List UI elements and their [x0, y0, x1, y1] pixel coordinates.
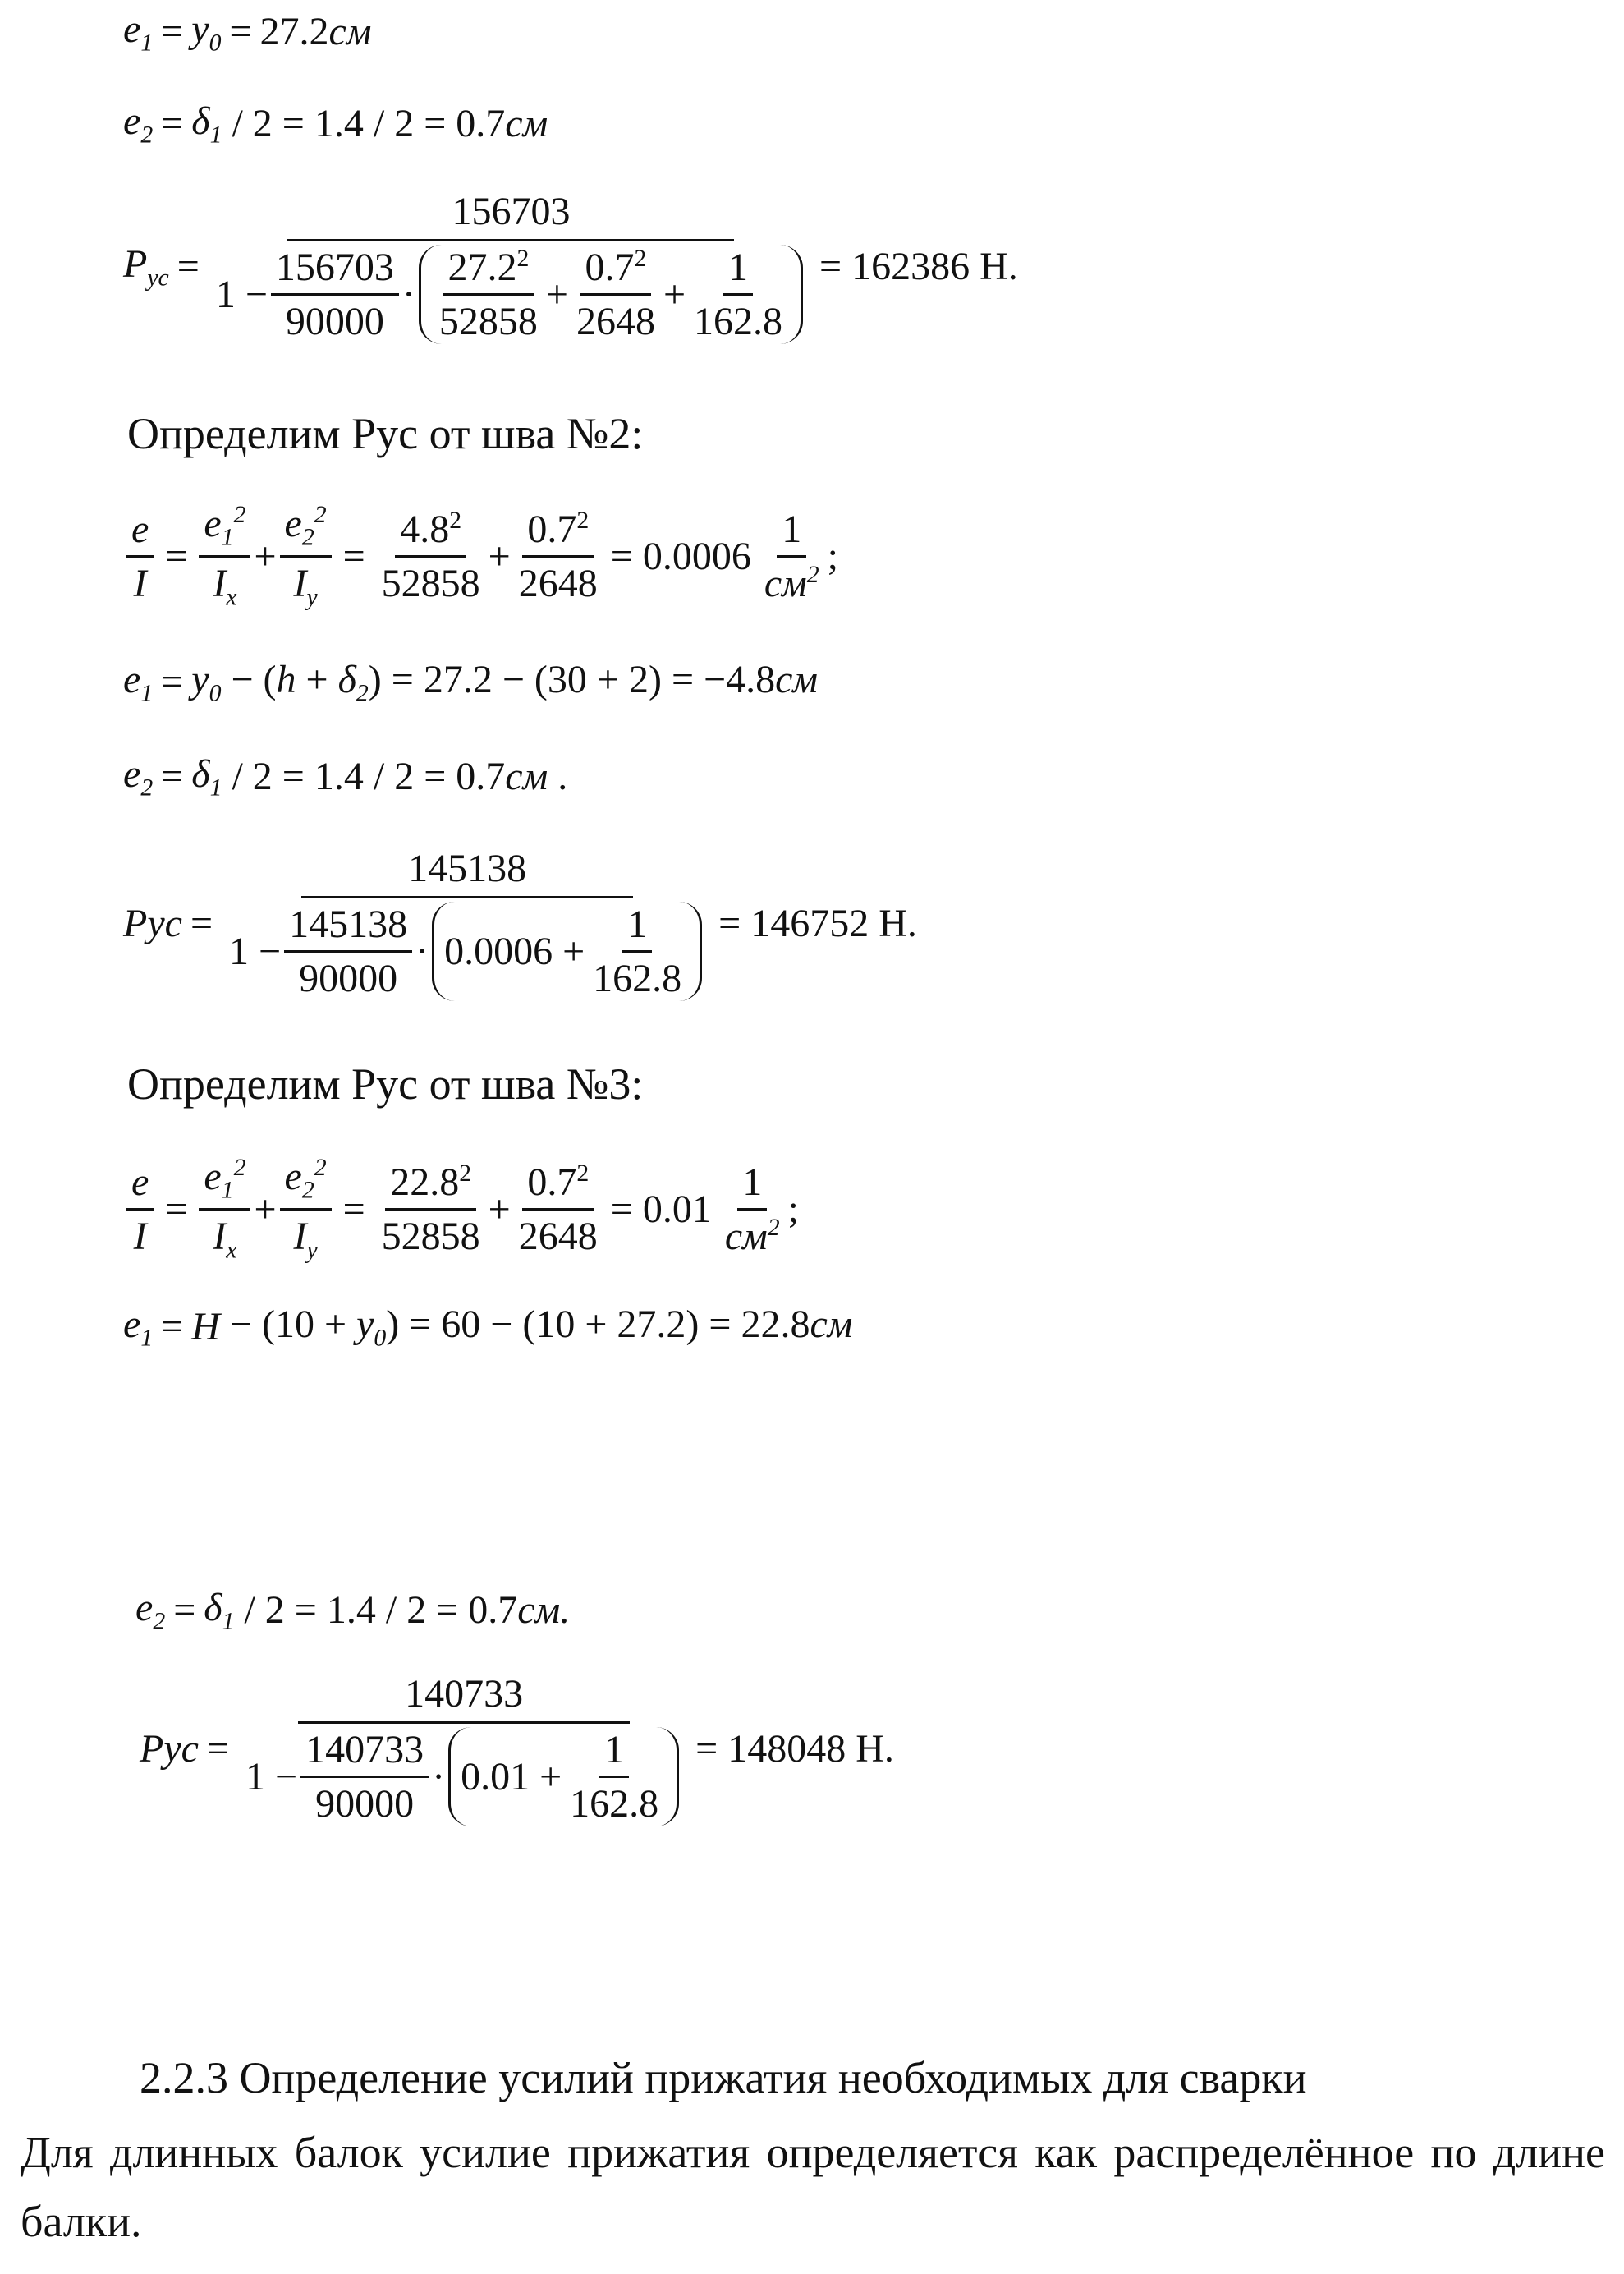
eq-p-seam1: $P_{ус}$ = 156703 1 − $\frac{156703}{90000}$ · $\frac{27.2^2}{52858}$ + $\frac{0.7^2}{2648}$ + $\frac{1}{162.8}$ = 162386 Н. — [123, 190, 1018, 343]
section-paragraph: Для длинных балок усилие прижатия определяется как распределённое по длине балки. — [21, 2128, 1605, 2246]
eq-e2-seam1: $e_2$ = $\delta_1$ / 2 = 1.4 / 2 = 0.7см — [123, 99, 548, 149]
heading-seam3: Определим Рус от шва №3: — [127, 1059, 644, 1109]
eq-p-seam3: Рус = 140733 1 − $\frac{140733}{90000}$ · 0.01 + $\frac{1}{162.8}$ = 148048 Н. — [140, 1672, 894, 1826]
p-fraction-seam3: 140733 1 − $\frac{140733}{90000}$ · 0.01 + $\frac{1}{162.8}$ — [241, 1671, 687, 1826]
eq-ratio-seam2: $\frac{e}{I}$ = $\frac{e_1^2}{I_x}$ + $\frac{e_2^2}{I_y}$ = $\frac{4.8^2}{52858}$ + $\frac{0.7^2}{2648}$ = 0.0006 $\frac{1}{см^2}$ ; — [123, 501, 838, 611]
eq-e2-seam2: $e_2$ = $\delta_1$ / 2 = 1.4 / 2 = 0.7см . — [123, 752, 568, 802]
p-fraction-seam2: 145138 1 − $\frac{145138}{90000}$ · 0.0006 + $\frac{1}{162.8}$ — [224, 846, 710, 1001]
heading-seam2: Определим Рус от шва №2: — [127, 409, 644, 458]
eq-e1-seam3: $e_1$ = H − $(10 + y_0) = 60 - (10 + 27.2) = 22.8см$ — [123, 1302, 853, 1352]
eq-p-seam2: Рус = 145138 1 − $\frac{145138}{90000}$ · 0.0006 + $\frac{1}{162.8}$ = 146752 Н. — [123, 847, 917, 1000]
eq-ratio-seam3: $\frac{e}{I}$ = $\frac{e_1^2}{I_x}$ + $\frac{e_2^2}{I_y}$ = $\frac{22.8^2}{52858}$ + $\frac{0.7^2}{2648}$ = 0.01 $\frac{1}{см^2}$ ; — [123, 1154, 799, 1264]
section-heading: 2.2.3 Определение усилий прижатия необходимых для сварки — [140, 2053, 1307, 2102]
eq-e2-seam3: $e_2$ = $\delta_1$ / 2 = 1.4 / 2 = 0.7см. — [135, 1586, 571, 1635]
eq-e1-seam1: $e_1$ = $y_0$ = 27.2см — [123, 7, 372, 57]
eq-e1-seam2: $e_1$ = $y_0$ − $(h + \delta_2) = 27.2 - (30 + 2) = -4.8см$ — [123, 658, 819, 707]
p-fraction-seam1: 156703 1 − $\frac{156703}{90000}$ · $\frac{27.2^2}{52858}$ + $\frac{0.7^2}{2648}$ + $\frac{1}{162.8}$ — [211, 189, 811, 344]
